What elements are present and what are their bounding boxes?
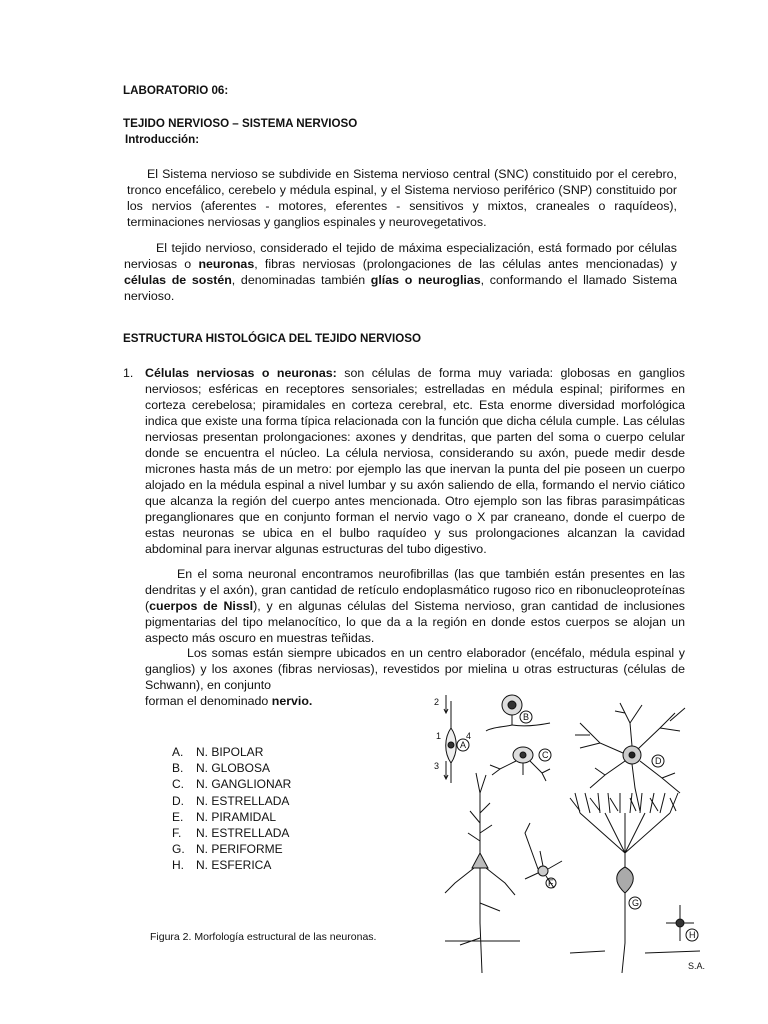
label-b: B (523, 712, 530, 722)
figure-caption: Figura 2. Morfología estructural de las neuronas. (150, 931, 377, 943)
topic-title: TEJIDO NERVIOSO – SISTEMA NERVIOSO (123, 117, 358, 130)
legend-key: A. (172, 745, 184, 759)
figure-legend-item (172, 760, 291, 776)
p2-text-c: , fibras nerviosas (prolongaciones de las células antes mencionadas) y (254, 257, 677, 271)
p2-bold-neuronas: neuronas (198, 257, 255, 271)
label-num-1: 1 (436, 731, 442, 741)
p2-text-a: El tejido nervioso, considerado el tejido de máxima especialización, está formado por células nerviosas o (124, 241, 677, 271)
item-1-text: son células de forma muy variada: globosas en ganglios nerviosos; esféricas en receptores sensoriales; estrelladas en médula espinal; piriformes en corteza cerebelosa; piramidales en corteza cerebral, etc. Esta enorme diversidad morfológica indica que existe una forma típica relacionada con la función que dicha célula cumple. Las células nerviosas presentan prolongaciones: axones y dendritas, que parten del soma o cuerpo celular donde se encuentra el núcleo. La célula nerviosa, considerando su axón, puede medir desde micrones hasta más de un metro: por ejemplo las que inervan la punta del pie poseen un cuerpo alojado en la médula espinal a nivel lumbar y su axón saliendo de ella, formando el nervio ciático que alcanza la región del cuerpo antes mencionada. Otro ejemplo son las fibras parasimpáticas preganglionares que en conjunto forman el nervio vago o X par craneano, donde el cuerpo de estas neuronas se ubica en el bulbo raquídeo y sus prolongaciones alcanzan la cavidad abdominal para inervar algunas estructuras del tubo digestivo. (145, 366, 685, 556)
p2-bold-glias: glías o neuroglias (370, 273, 481, 287)
p2-text-g: , conformando el llamado Sistema nervioso. (124, 273, 677, 303)
lab-title: LABORATORIO 06: (123, 84, 229, 97)
label-num-4: 4 (466, 731, 472, 741)
legend-label: N. GANGLIONAR (196, 777, 292, 792)
legend-label: N. BIPOLAR (196, 745, 264, 759)
figure-legend-list (172, 744, 291, 874)
figure-legend-item (172, 744, 291, 760)
somas-paragraph-b (145, 693, 312, 709)
figure-legend-item (172, 857, 291, 873)
label-f: F (548, 878, 554, 888)
somas-text-b: forman el denominado (145, 694, 272, 708)
label-h: H (689, 930, 696, 940)
figure-legend-item (172, 793, 291, 809)
figure-legend-item (172, 841, 291, 857)
label-signature: S.A. (688, 961, 706, 971)
item-1-paragraph (145, 365, 685, 557)
figure-legend-item (172, 825, 291, 841)
figure-legend-item (172, 809, 291, 825)
label-a: A (460, 740, 467, 750)
p2-bold-celulas-sosten: células de sostén (124, 273, 232, 287)
legend-label: N. GLOBOSA (196, 761, 271, 776)
label-g: G (632, 898, 640, 908)
p2-text-e: , denominadas también (231, 273, 371, 287)
item-1-bold: Células nerviosas o neuronas: (145, 366, 337, 380)
intro-heading: Introducción: (125, 133, 200, 146)
figure-legend-item (172, 776, 291, 792)
somas-bold-nervio: nervio. (271, 694, 313, 708)
legend-key: C. (172, 777, 184, 792)
legend-label: N. ESTRELLADA (196, 826, 290, 841)
label-num-3: 3 (434, 761, 440, 771)
legend-key: E. (172, 809, 184, 824)
label-d: D (655, 756, 662, 766)
legend-key: B. (172, 761, 184, 776)
label-num-2: 2 (434, 697, 440, 707)
section-heading: ESTRUCTURA HISTOLÓGICA DEL TEJIDO NERVIOSO (123, 332, 422, 345)
legend-key: F. (172, 826, 182, 841)
legend-key: D. (172, 793, 184, 808)
legend-key: H. (172, 858, 184, 873)
legend-label: N. PIRAMIDAL (196, 809, 277, 824)
intro-paragraph-2 (124, 240, 677, 304)
legend-label: N. ESTRELLADA (196, 793, 290, 808)
legend-label: N. PERIFORME (196, 842, 283, 857)
somas-paragraph-a: Los somas están siempre ubicados en un centro elaborador (encéfalo, médula espinal y ganglios) y los axones (fibras nerviosas), revestidos por mielina u otras estructuras (células de Schwann), en conjunto (145, 646, 685, 692)
intro-paragraph-1: El Sistema nervioso se subdivide en Sistema nervioso central (SNC) constituido por el cerebro, tronco encefálico, cerebelo y médula espinal, y el Sistema nervioso periférico (SNP) constituido por los nervios (aferentes - motores, eferentes - sensitivos y mixtos, craneales o raquídeos), terminaciones nerviosas y ganglios espinales y neurovegetativos. (127, 167, 677, 229)
label-c: C (542, 750, 549, 760)
soma-paragraph (145, 566, 685, 646)
legend-label: N. ESFERICA (196, 858, 272, 873)
neuron-morphology-figure (430, 683, 708, 979)
item-1-number: 1. (123, 366, 134, 380)
soma-text-c: ), y en algunas células del Sistema nervioso, gran cantidad de inclusiones pigmentarias del tipo melanocítico, lo que da a la región en donde estos cuerpos se alojan un aspecto más oscuro en muestras teñidas. (145, 599, 685, 645)
soma-text-a: En el soma neuronal encontramos neurofibrillas (las que también están presentes en las dendritas y el axón), gran cantidad de retículo endoplasmático rugoso rico en ribonucleoproteínas ( (145, 567, 685, 613)
legend-key: G. (172, 842, 185, 857)
soma-bold-nissl: cuerpos de Nissl (149, 599, 254, 613)
